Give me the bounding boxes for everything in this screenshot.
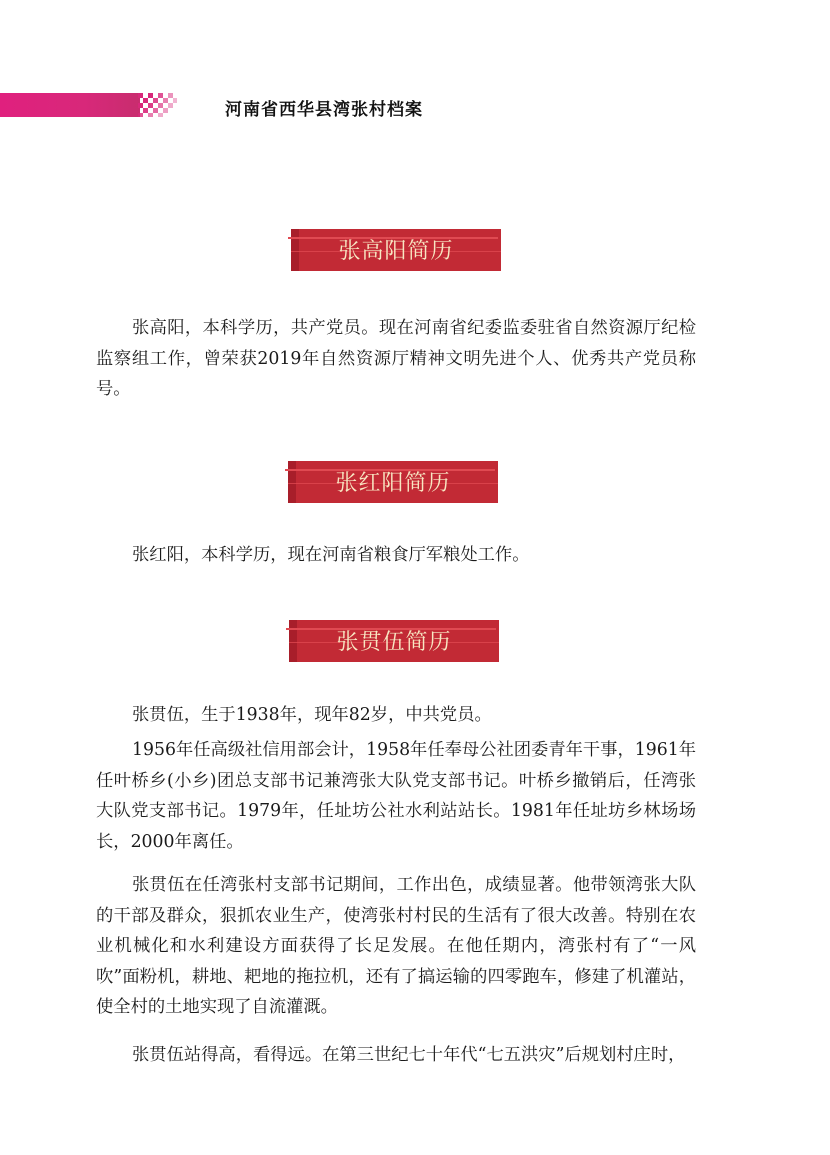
paragraph: 张贯伍，生于1938年，现年82岁，中共党员。 [132,705,492,725]
section-heading-banner [291,229,501,271]
header-color-bar [0,93,140,117]
section-heading: 张贯伍简历 [336,630,452,655]
paragraph: 张贯伍在任湾张村支部书记期间，工作出色，成绩显著。他带领湾张大队的干部及群众，狠抓农业生产，使湾张村村民的生活有了很大改善。特别在农业机械化和水利建设方面获得了长足发展。在他任期内，湾张村有了“一风吹”面粉机，耕地、耙地的拖拉机，还有了搞运输的四零跑车，修建了机灌站，使全村的土地实现了自流灌溉。 [96,875,696,1017]
header-title: 河南省西华县湾张村档案 [225,100,423,120]
paragraph: 张贯伍站得高，看得远。在第三世纪七十年代“七五洪灾”后规划村庄时， [132,1045,686,1065]
section-heading: 张红阳简历 [335,471,451,496]
section-heading-banner [289,620,499,662]
paragraph: 张红阳，本科学历，现在河南省粮食厅军粮处工作。 [132,545,530,565]
checker-pattern-icon [138,93,182,117]
section-heading: 张高阳简历 [338,239,454,264]
section-heading-banner [288,461,498,503]
paragraph: 张高阳，本科学历，共产党员。现在河南省纪委监委驻省自然资源厅纪检监察组工作，曾荣获2019年自然资源厅精神文明先进个人、优秀共产党员称号。 [96,318,696,399]
paragraph: 1956年任高级社信用部会计，1958年任奉母公社团委青年干事，1961年任叶桥乡(小乡)团总支部书记兼湾张大队党支部书记。叶桥乡撤销后，任湾张大队党支部书记。1979年，任址坊公社水利站站长。1981年任址坊乡林场场长，2000年离任。 [96,740,696,852]
